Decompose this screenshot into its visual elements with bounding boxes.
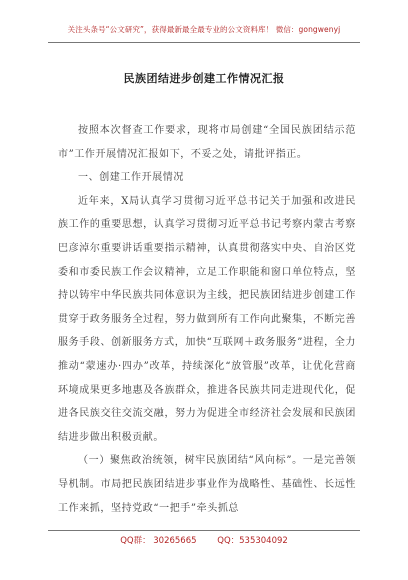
header-banner: 关注头条号“公文研究”，获得最新最全最专业的公文资料库！ 微信：gongwenyj [67, 25, 341, 34]
section-heading: 一、创建工作开展情况 [78, 172, 184, 184]
footer-qq-group: QQ群： 30265665 [120, 536, 197, 546]
body-paragraph: 近年来，X局认真学习贯彻习近平总书记关于加强和改进民族工作的重要思想，认真学习贯彻习近平总书记考察内蒙古考察巴彦淖尔重要讲话重要指示精神，认真贯彻落实中央、自治区党委和市委民族工作会议精神，立足工作职能和窗口单位特点，坚持以铸牢中华民族共同体意识为主线，把民族团结进步创建工作贯穿于政务服务全过程，努力做到所有工作向此聚集，不断完善服务手段、创新服务方式，加快“互联网＋政务服务”进程，全力推动“蒙速办·四办”改革，持续深化“放管服”改革，让优化营商环境成果更多地惠及各族群众，推进各民族共同走进现代化，促进各民族交往交流交融，努力为促进全市经济社会发展和民族团结进步做出积极贡献。 [58, 195, 356, 443]
document-body [58, 119, 356, 520]
footer-qq: QQ：535304092 [217, 536, 288, 546]
footer-contact [0, 534, 408, 546]
intro-paragraph: 按照本次督查工作要求，现将市局创建“全国民族团结示范市”工作开展情况汇报如下，不妥之处，请批评指正。 [58, 125, 356, 160]
document-title: 民族团结进步创建工作情况汇报 [123, 72, 285, 85]
header-divider [48, 42, 360, 43]
footer-divider [48, 530, 360, 531]
subsection-paragraph: （一）聚焦政治统领，树牢民族团结“风向标”。一是完善领导机制。市局把民族团结进步事业作为战略性、基础性、长远性工作来抓，坚持党政“一把手”牵头抓总 [58, 455, 356, 514]
